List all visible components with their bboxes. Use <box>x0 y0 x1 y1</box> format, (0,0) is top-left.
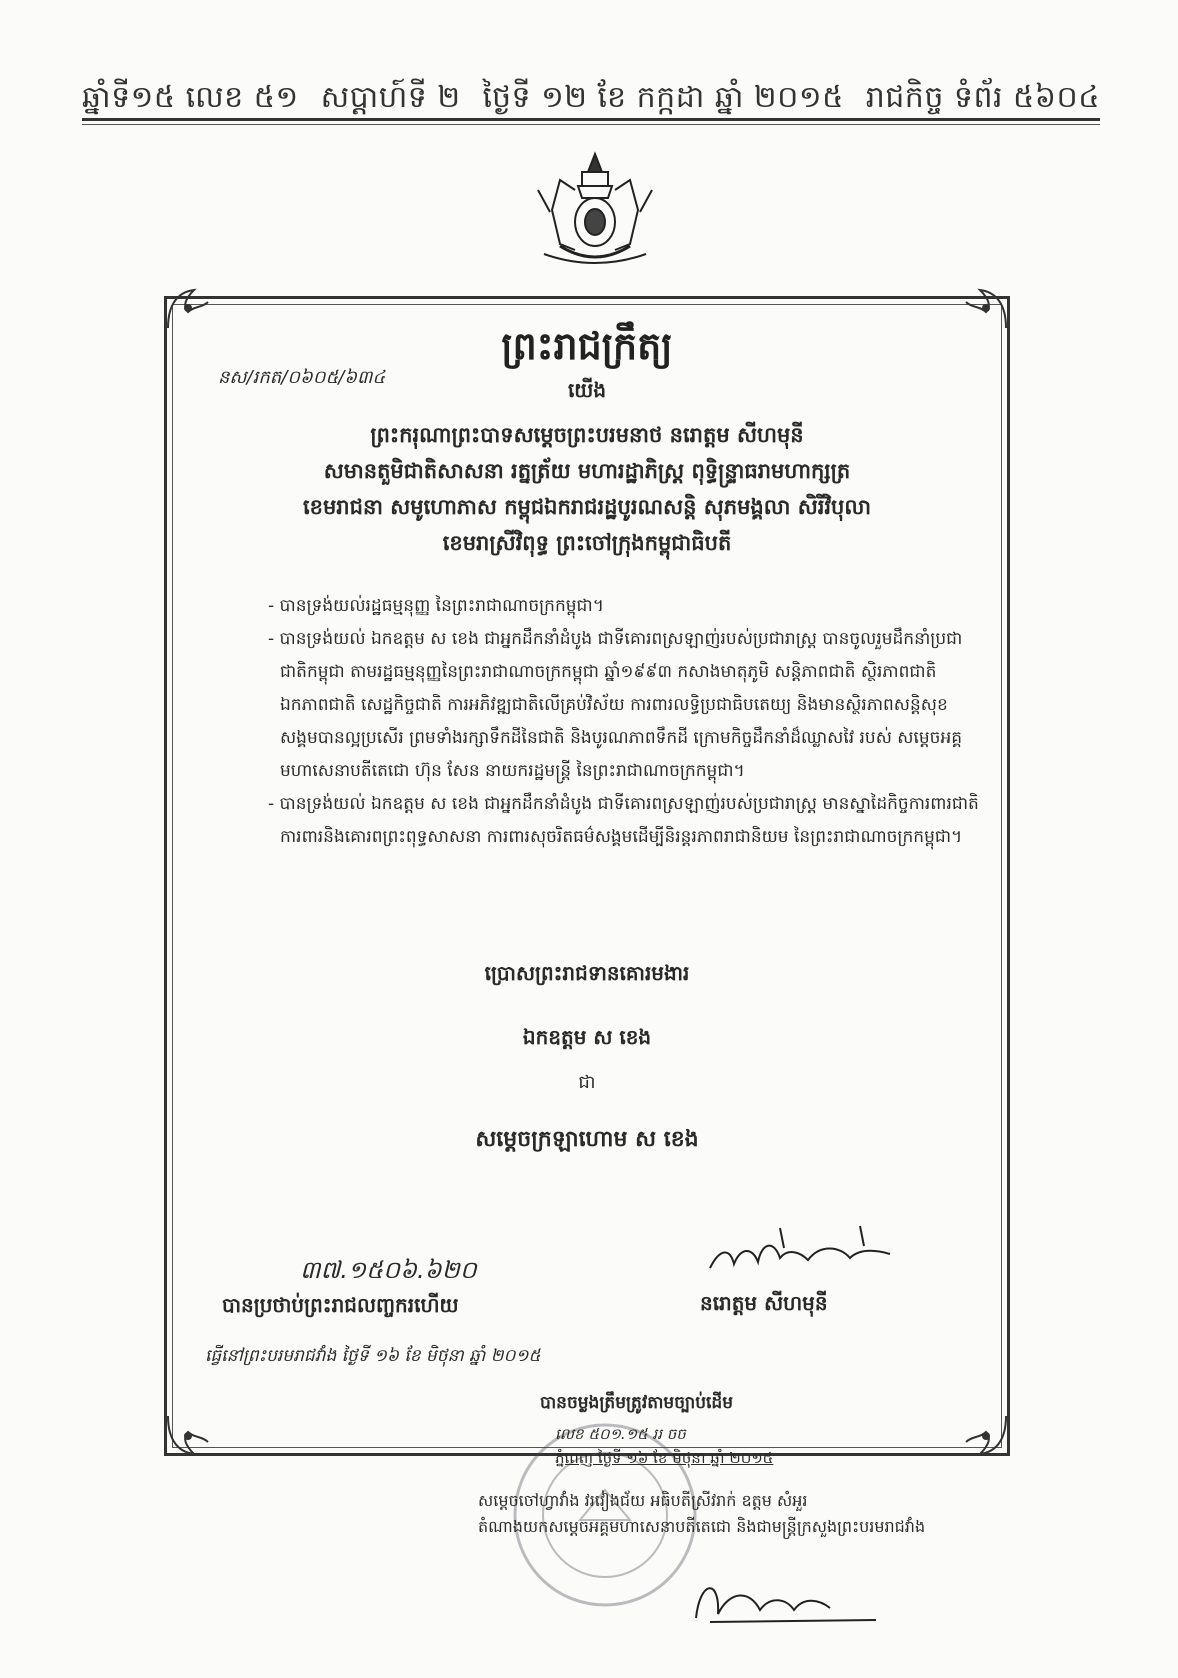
issued-date: ធ្វើនៅព្រះបរមរាជវាំង ថ្ងៃទី ១៦ ខែ មិថុនា ឆ្នាំ ២០១៥ <box>205 1346 541 1366</box>
considering-paragraph: - បានទ្រង់យល់ ឯកឧត្តម ស ខេង ជាអ្នកដឹកនាំដំបូង ជាទីគោរពស្រឡាញ់របស់ប្រជារាស្ត្រ បានចូលរួមដឹកនាំប្រជាជាតិកម្ពុជា តាមរដ្ឋធម្មនុញ្ញនៃព្រះរាជាណាចក្រកម្ពុជា ឆ្នាំ១៩៩៣ កសាងមាតុភូមិ សន្តិភាពជាតិ ស្ថិរភាពជាតិ ឯកភាពជាតិ សេដ្ឋកិច្ចជាតិ ការអភិវឌ្ឍជាតិលើគ្រប់វិស័យ ការពារលទ្ធិប្រជាធិបតេយ្យ និងមានស្ថិរភាពសន្តិសុខ សង្គមបានល្អប្រសើរ ព្រមទាំងរក្សាទឹកដីនៃជាតិ និងបូរណភាពទឹកដី ក្រោមកិច្ចដឹកនាំដ៏ឈ្លាសវៃ របស់ សម្តេចអគ្គមហាសេនាបតីតេជោ ហ៊ុន សែន នាយករដ្ឋមន្ត្រី នៃព្រះរាជាណាចក្រកម្ពុជា។ <box>268 629 963 781</box>
decree-title: ព្រះរាជក្រឹត្យ <box>501 324 673 368</box>
corner-ornament-icon <box>164 1412 212 1460</box>
certification-date: ភ្នំពេញ ថ្ងៃទី ១៦ ខែ មិថុនា ឆ្នាំ ២០១៥ <box>555 1449 774 1467</box>
royal-title-line: ខេមរាស្រីវិពុទ្ធ ព្រះចៅក្រុងកម្ពុជាធិបតី <box>442 531 732 555</box>
cosign-signature-icon <box>690 1570 880 1630</box>
reference-number: នស/រកត/០៦០៥/៦៣៤ <box>218 367 386 388</box>
seal-received-note: បានប្រថាប់ព្រះរាជលញ្ចករហើយ <box>222 1293 459 1317</box>
certification-details <box>555 1422 773 1470</box>
certifier-line: តំណាងយកសម្តេចអគ្គមហាសេនាបតីតេជោ និងជាមន្ត្រីក្រសួងព្រះបរមរាជវាំង <box>478 1517 926 1536</box>
signatory-name: នរោត្តម សីហមុនី <box>700 1291 828 1315</box>
considering-paragraph: - បានទ្រង់យល់រដ្ឋធម្មនុញ្ញ នៃព្រះរាជាណាចក្រកម្ពុជា។ <box>268 596 604 616</box>
certification-number: លេខ ៥០១.១៥ ររ ចច <box>555 1425 686 1443</box>
certifier-block <box>478 1488 925 1540</box>
header-divider <box>82 118 1100 125</box>
decree-body <box>268 590 988 854</box>
header-segment: សប្តាហ៍ទី ២ <box>320 80 461 115</box>
royal-title-line: សមានតួមិជាតិសាសនា រត្នត្រ័យ មហារដ្ឋាភិស្រ្ត ពុទ្ធិន្ទ្រាធរាមហាក្សត្រ <box>323 459 851 483</box>
registration-number: ៣៧.១៥០៦.៦២០ <box>300 1256 477 1284</box>
header-segment: រាជកិច្ច ទំព័រ ៥៦០៤ <box>865 80 1100 115</box>
certifier-line: សម្តេចចៅហ្វាវាំង វរវៀងជ័យ អធិបតីស្រីវរាក់ ឧត្តម សំអួរ <box>478 1491 808 1510</box>
royal-title-line: ខេមរាជនា សមូហោភាស កម្ពុជឯករាជរដ្ឋបូរណសន្តិ សុភមង្គលា សិរីវិបុលា <box>302 495 872 519</box>
header-segment: ឆ្នាំទី១៥ លេខ ៥១ <box>82 80 299 115</box>
decree-heading: ប្រោសព្រះរាជទានគោរមងារ <box>484 961 690 985</box>
royal-signature-icon <box>700 1218 910 1280</box>
header-segment: ថ្ងៃទី ១២ ខែ កក្កដា ឆ្នាំ ២០១៥ <box>482 80 844 115</box>
opening-word: យើង <box>567 378 607 402</box>
considering-paragraph: - បានទ្រង់យល់ ឯកឧត្តម ស ខេង ជាអ្នកដឹកនាំដំបូង ជាទីគោរពស្រឡាញ់របស់ប្រជារាស្ត្រ មានស្នាដៃកិច្ចការពារជាតិ ការពារនិងគោរពព្រះពុទ្ធសាសនា ការពារសុចរិតធម៌សង្គមដើម្បីនិរន្តរភាពរាជានិយម នៃព្រះរាជាណាចក្រកម្ពុជា។ <box>268 794 979 847</box>
as-word: ជា <box>578 1072 596 1093</box>
royal-emblem-icon <box>530 150 660 268</box>
gazette-header <box>82 78 1100 122</box>
certified-copy-label: បានចម្លងត្រឹមត្រូវតាមច្បាប់ដើម <box>540 1393 733 1413</box>
recipient-name: ឯកឧត្តម ស ខេង <box>522 1025 652 1049</box>
royal-title-line: ព្រះករុណាព្រះបាទសម្តេចព្រះបរមនាថ នរោត្តម សីហមុនី <box>370 423 804 447</box>
honor-title: សម្តេចក្រឡាហោម ស ខេង <box>475 1127 699 1152</box>
corner-ornament-icon <box>962 1412 1010 1460</box>
